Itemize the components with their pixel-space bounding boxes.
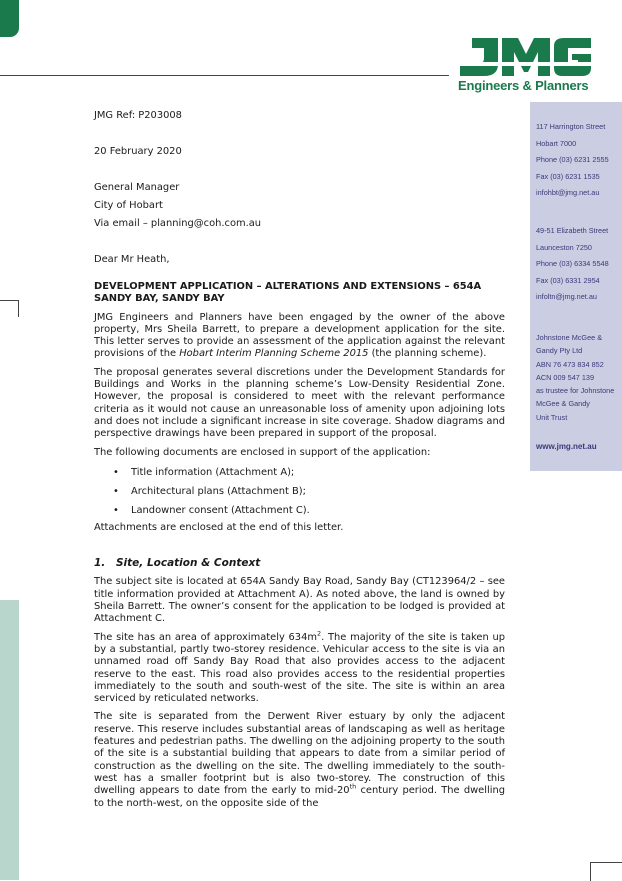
area-text: The site has an area of approximately 634m (94, 631, 317, 643)
context-text-end: century period. The dwelling to the north-west, on the opposite side of the (94, 785, 505, 809)
subject-line: DEVELOPMENT APPLICATION – ALTERATIONS AND EXTENSIONS – 654A SANDY BAY, SANDY BAY (94, 281, 482, 305)
section-title: Site, Location & Context (116, 557, 261, 570)
subject-site-paragraph: The subject site is located at 654A Sandy Bay Road, Sandy Bay (CT123964/2 – see title information provided at Attachment A). As noted above, the land is owned by Sheila Barrett. The owner’s consent for the application to be lodged is provided at Attachment C. (94, 576, 505, 625)
jmg-logo (458, 38, 592, 93)
salutation: Dear Mr Heath, (94, 254, 170, 265)
list-item (94, 501, 505, 520)
jmg-logo-mark (458, 38, 592, 76)
document-label: Landowner consent (Attachment C). (131, 504, 310, 516)
side-band (0, 600, 19, 880)
area-text-end: . The majority of the site is taken up by a substantial, partly two-storey residence. Vehicular access to the site is via an unnamed road off Sandy Bay Road that also provides access to the adjacent reserve to the east. This road also provides access to the residential properties immediately to the south and south-west of the site. The site is within an area serviced by reticulated networks. (94, 631, 505, 705)
intro-text-end: (the planning scheme). (368, 348, 487, 360)
recipient-line: General Manager (94, 182, 180, 193)
section-heading (94, 557, 505, 569)
office-line: Fax (03) 6231 1535 (536, 171, 600, 181)
logo-stripe (458, 62, 592, 66)
section-number: 1. (94, 557, 106, 570)
company-line: ABN 76 473 834 852 (536, 359, 604, 369)
office-email[interactable]: infoltn@jmg.net.au (536, 292, 597, 301)
recipient-line: City of Hobart (94, 200, 163, 211)
attachments-note: Attachments are enclosed at the end of this letter. (94, 521, 344, 533)
office-line: Hobart 7000 (536, 138, 577, 148)
area-superscript: 2 (316, 629, 322, 638)
proposal-paragraph: The proposal generates several discretions under the Development Standards for Buildings and Works in the planning scheme’s Low-Density Residential Zone. However, the proposal is considered to meet with the relevant performance criteria as it would not cause an unreasonable loss of amenity upon adjoining lots and does not include a significant increase in site coverage. Shadow diagrams and perspective drawings have been prepared in support of the proposal. (94, 366, 505, 440)
office-line: Fax (03) 6331 2954 (536, 275, 600, 285)
intro-paragraph (94, 312, 505, 361)
contact-sidebar (530, 102, 622, 471)
documents-intro: The following documents are enclosed in support of the application: (94, 446, 431, 458)
list-item (94, 482, 505, 501)
company-line: McGee & Gandy (536, 399, 590, 409)
company-line: Gandy Pty Ltd (536, 346, 583, 356)
office-line: 49-51 Elizabeth Street (536, 226, 609, 235)
office-line: Launceston 7250 (536, 242, 592, 252)
company-line: Johnstone McGee & (536, 333, 603, 342)
bullet-icon: • (113, 504, 119, 516)
company-line: as trustee for Johnstone (536, 386, 615, 396)
hobart-office (536, 119, 609, 202)
website-link[interactable]: www.jmg.net.au (536, 442, 597, 451)
company-line: ACN 009 547 139 (536, 372, 595, 382)
letter-body (94, 107, 505, 810)
logo-tagline: Engineers & Planners (458, 78, 589, 93)
century-superscript: th (349, 782, 357, 791)
recipient-block (94, 179, 505, 233)
letter-ref: JMG Ref: P203008 (94, 110, 182, 121)
bullet-icon: • (113, 466, 119, 478)
bullet-icon: • (113, 485, 119, 497)
planning-scheme-name: Hobart Interim Planning Scheme 2015 (179, 348, 369, 360)
office-line: Phone (03) 6231 2555 (536, 155, 609, 164)
context-text: The site is separated from the Derwent River estuary by only the adjacent reserve. This reserve includes substantial areas of landscaping as well as heritage features and pedestrian paths. The dwelling on the adjoining property to the south of the site is a substantial building that appears to date from a similar period of construction as the dwelling on the site. The dwelling immediately to the south-west has a smaller footprint but is also two-storey. The construction of this dwelling appears to date from the early to mid-20 (94, 711, 505, 797)
recipient-email: Via email – planning@coh.com.au (94, 218, 262, 229)
documents-list (94, 463, 505, 520)
crop-mark-bottom-right (590, 862, 622, 881)
company-line: Unit Trust (536, 412, 568, 422)
context-paragraph (94, 711, 505, 809)
corner-tab (0, 0, 19, 37)
office-email[interactable]: infohbt@jmg.net.au (536, 188, 600, 197)
document-label: Architectural plans (Attachment B); (131, 485, 306, 497)
letter-date: 20 February 2020 (94, 146, 182, 157)
office-line: Phone (03) 6334 5548 (536, 259, 609, 268)
office-line: 117 Harrington Street (536, 122, 606, 131)
list-item (94, 463, 505, 482)
launceston-office (536, 223, 609, 306)
crop-mark-left (0, 300, 19, 317)
site-area-paragraph (94, 629, 505, 706)
intro-text: JMG Engineers and Planners have been engaged by the owner of the above property, Mrs Sheila Barrett, to prepare a development application for the site. This letter serves to provide an assessment of the application against the relevant provisions of the (94, 311, 505, 360)
document-label: Title information (Attachment A); (131, 466, 295, 478)
header-rule (0, 75, 449, 76)
company-details (536, 331, 614, 424)
